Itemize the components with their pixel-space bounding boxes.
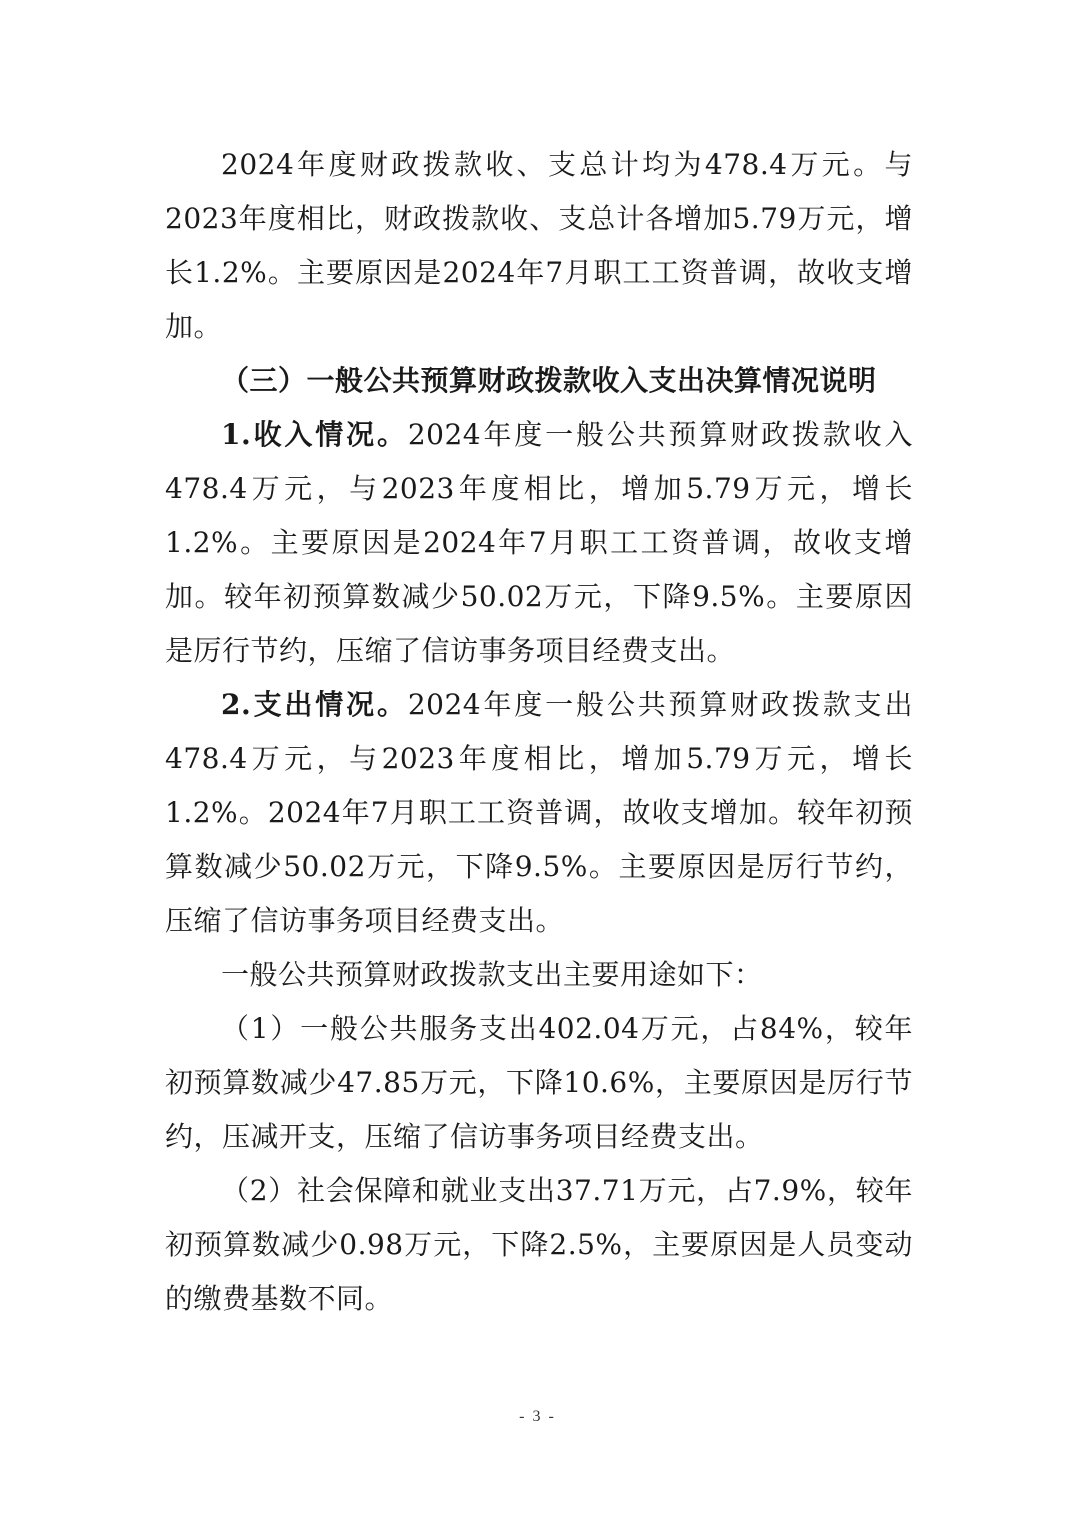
paragraph-income	[165, 408, 913, 678]
paragraph-item-1	[165, 1002, 913, 1164]
paragraph-text: 2024年度财政拨款收、支总计均为478.4万元。与2023年度相比，财政拨款收、支总计各增加5.79万元，增长1.2%。主要原因是2024年7月职工工资普调，故收支增加。	[165, 148, 913, 343]
paragraph-expenditure	[165, 678, 913, 948]
paragraph-text: （1）一般公共服务支出402.04万元，占84%，较年初预算数减少47.85万元，下降10.6%，主要原因是厉行节约，压减开支，压缩了信访事务项目经费支出。	[165, 1012, 913, 1153]
section-heading: （三）一般公共预算财政拨款收入支出决算情况说明	[221, 364, 877, 397]
paragraph-text: 一般公共预算财政拨款支出主要用途如下：	[221, 958, 763, 991]
paragraph-text: 2024年度一般公共预算财政拨款支出478.4万元，与2023年度相比，增加5.79万元，增长1.2%。2024年7月职工工资普调，故收支增加。较年初预算数减少50.02万元，下降9.5%。主要原因是厉行节约，压缩了信访事务项目经费支出。	[165, 688, 914, 937]
paragraph-uses-intro	[165, 948, 913, 1002]
paragraph-lead-income: 1.收入情况。	[221, 418, 408, 451]
paragraph-text: 2024年度一般公共预算财政拨款收入478.4万元，与2023年度相比，增加5.79万元，增长1.2%。主要原因是2024年7月职工工资普调，故收支增加。较年初预算数减少50.02万元，下降9.5%。主要原因是厉行节约，压缩了信访事务项目经费支出。	[165, 418, 914, 667]
paragraph-lead-expenditure: 2.支出情况。	[221, 688, 408, 721]
paragraph-fiscal-totals	[165, 138, 913, 354]
page-number: - 3 -	[519, 1408, 556, 1425]
paragraph-text: （2）社会保障和就业支出37.71万元，占7.9%，较年初预算数减少0.98万元，下降2.5%，主要原因是人员变动的缴费基数不同。	[165, 1174, 913, 1315]
document-body	[165, 138, 913, 1326]
paragraph-item-2	[165, 1164, 913, 1326]
